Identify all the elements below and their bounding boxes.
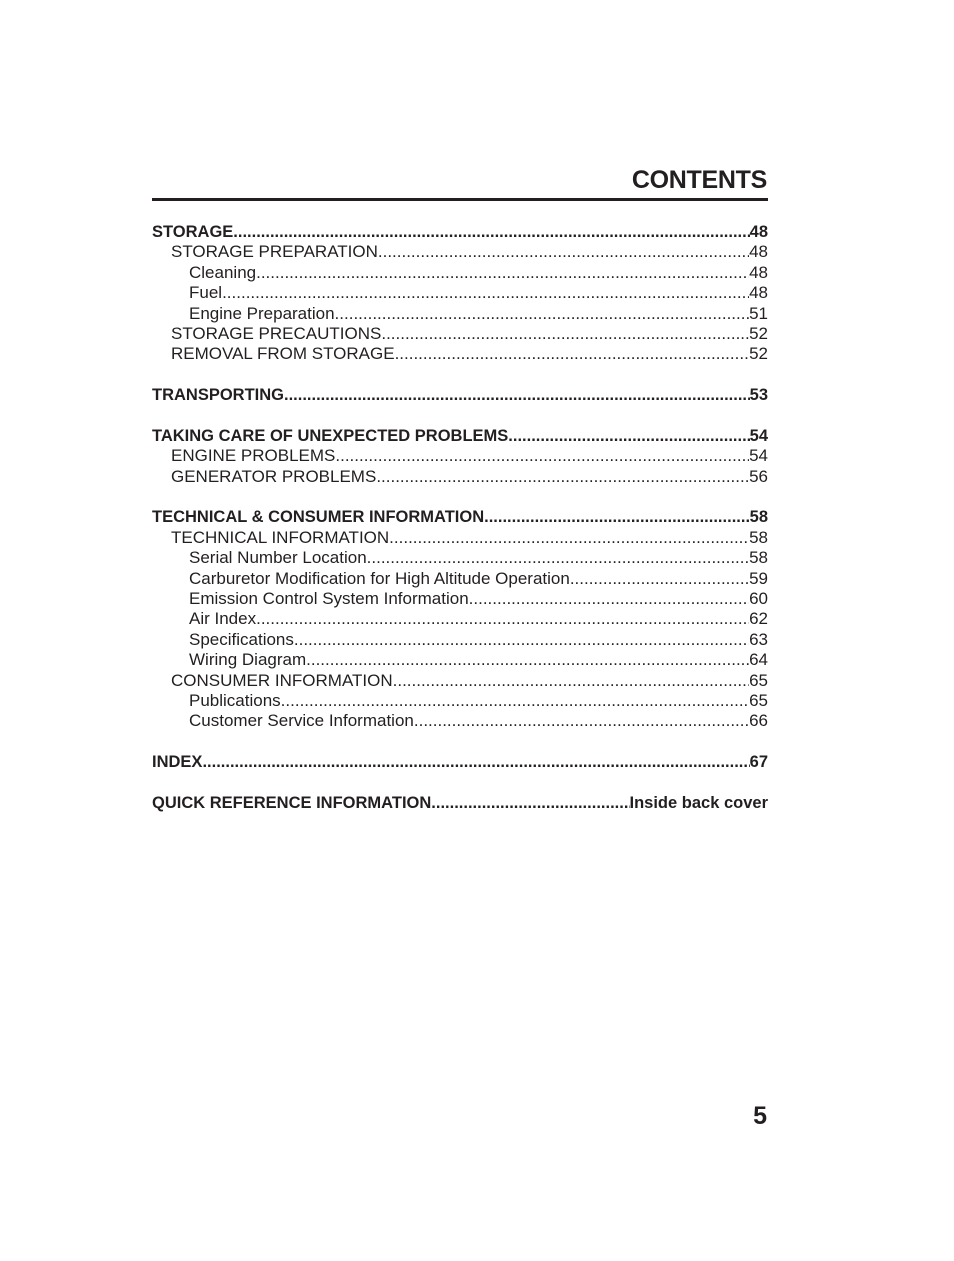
toc-entry-fuel[interactable] [152,283,768,303]
toc-entry-page: 52 [749,323,768,343]
page-number: 5 [753,1102,767,1130]
toc-entry-page: Inside back cover [629,793,768,812]
toc-entry-specifications[interactable] [152,630,768,650]
dot-leader [284,385,750,405]
toc-entry-page: 65 [749,670,768,690]
toc-entry-title: QUICK REFERENCE INFORMATION [152,793,432,812]
toc-entry-serial-number-location[interactable] [152,548,768,568]
toc-entry-page: 63 [749,629,768,649]
toc-entry-unexpected-problems[interactable] [152,426,768,446]
toc-entry-page: 51 [749,303,768,323]
toc-entry-title: Carburetor Modification for High Altitude Operation [189,568,570,588]
toc-entry-page: 66 [749,711,768,731]
dot-leader [484,507,750,527]
toc-entry-title: REMOVAL FROM STORAGE [171,344,395,364]
toc-entry-title: Fuel [189,283,223,303]
dot-leader [395,344,750,364]
toc-entry-index[interactable] [152,752,768,772]
dot-leader [335,446,749,466]
dot-leader [335,304,750,324]
toc-entry-publications[interactable] [152,691,768,711]
dot-leader [389,528,749,548]
toc-entry-wiring-diagram[interactable] [152,650,768,670]
toc-entry-title: Customer Service Information [189,711,414,731]
toc-entry-page: 62 [749,609,768,629]
toc-entry-page: 53 [749,386,768,405]
table-of-contents [152,222,768,813]
toc-entry-storage[interactable] [152,222,768,242]
toc-entry-generator-problems[interactable] [152,467,768,487]
toc-entry-title: Specifications [189,629,294,649]
toc-entry-page: 48 [749,262,768,282]
toc-entry-page: 65 [749,690,768,710]
toc-entry-removal-from-storage[interactable] [152,344,768,364]
toc-entry-title: ENGINE PROBLEMS [171,446,336,466]
toc-entry-page: 48 [749,242,768,262]
toc-entry-title: Air Index [189,609,257,629]
toc-entry-page: 52 [749,344,768,364]
toc-entry-title: Publications [189,690,281,710]
toc-entry-page: 58 [749,527,768,547]
dot-leader [393,671,749,691]
toc-entry-page: 60 [749,589,768,609]
toc-entry-storage-preparation[interactable] [152,242,768,262]
toc-entry-page: 59 [749,568,768,588]
toc-entry-air-index[interactable] [152,609,768,629]
toc-entry-page: 67 [749,753,768,772]
toc-entry-page: 58 [749,548,768,568]
toc-entry-cleaning[interactable] [152,263,768,283]
dot-leader [508,426,749,446]
toc-entry-title: TECHNICAL INFORMATION [171,527,390,547]
toc-entry-title: STORAGE PREPARATION [171,242,378,262]
dot-leader [570,569,749,589]
toc-entry-title: Emission Control System Information [189,589,469,609]
toc-entry-title: STORAGE PRECAUTIONS [171,323,382,343]
toc-entry-title: Engine Preparation [189,303,335,323]
toc-entry-technical-consumer-information[interactable] [152,507,768,527]
dot-leader [431,793,629,813]
dot-leader [222,283,749,303]
page-title: CONTENTS [631,166,767,194]
toc-entry-page: 48 [749,283,768,303]
toc-entry-emission-control[interactable] [152,589,768,609]
dot-leader [294,630,749,650]
toc-entry-page: 54 [749,426,768,445]
toc-entry-engine-problems[interactable] [152,446,768,466]
toc-entry-technical-information[interactable] [152,528,768,548]
toc-entry-title: STORAGE [152,223,234,241]
dot-leader [376,467,749,487]
dot-leader [256,263,749,283]
dot-leader [469,589,749,609]
toc-entry-title: Wiring Diagram [189,650,307,670]
dot-leader [233,222,749,242]
dot-leader [306,650,749,670]
dot-leader [367,548,749,568]
toc-entry-transporting[interactable] [152,385,768,405]
dot-leader [414,711,749,731]
toc-entry-title: TRANSPORTING [152,386,284,405]
toc-entry-title: Serial Number Location [189,548,367,568]
dot-leader [381,324,749,344]
toc-entry-customer-service-information[interactable] [152,711,768,731]
dot-leader [281,691,749,711]
toc-entry-page: 54 [749,446,768,466]
toc-entry-page: 48 [749,223,768,241]
toc-entry-page: 56 [749,466,768,486]
toc-entry-page: 64 [749,650,768,670]
toc-entry-title: TAKING CARE OF UNEXPECTED PROBLEMS [152,426,509,445]
toc-entry-page: 58 [749,508,768,527]
title-divider [152,198,768,201]
toc-entry-title: GENERATOR PROBLEMS [171,466,377,486]
toc-entry-storage-precautions[interactable] [152,324,768,344]
toc-entry-quick-reference[interactable] [152,793,768,813]
toc-entry-title: CONSUMER INFORMATION [171,670,393,690]
toc-entry-title: INDEX [152,753,203,772]
dot-leader [202,752,749,772]
toc-entry-title: TECHNICAL & CONSUMER INFORMATION [152,508,485,527]
toc-entry-title: Cleaning [189,262,257,282]
toc-entry-consumer-information[interactable] [152,671,768,691]
dot-leader [378,242,749,262]
dot-leader [256,609,749,629]
toc-entry-carburetor-modification[interactable] [152,569,768,589]
toc-entry-engine-preparation[interactable] [152,304,768,324]
